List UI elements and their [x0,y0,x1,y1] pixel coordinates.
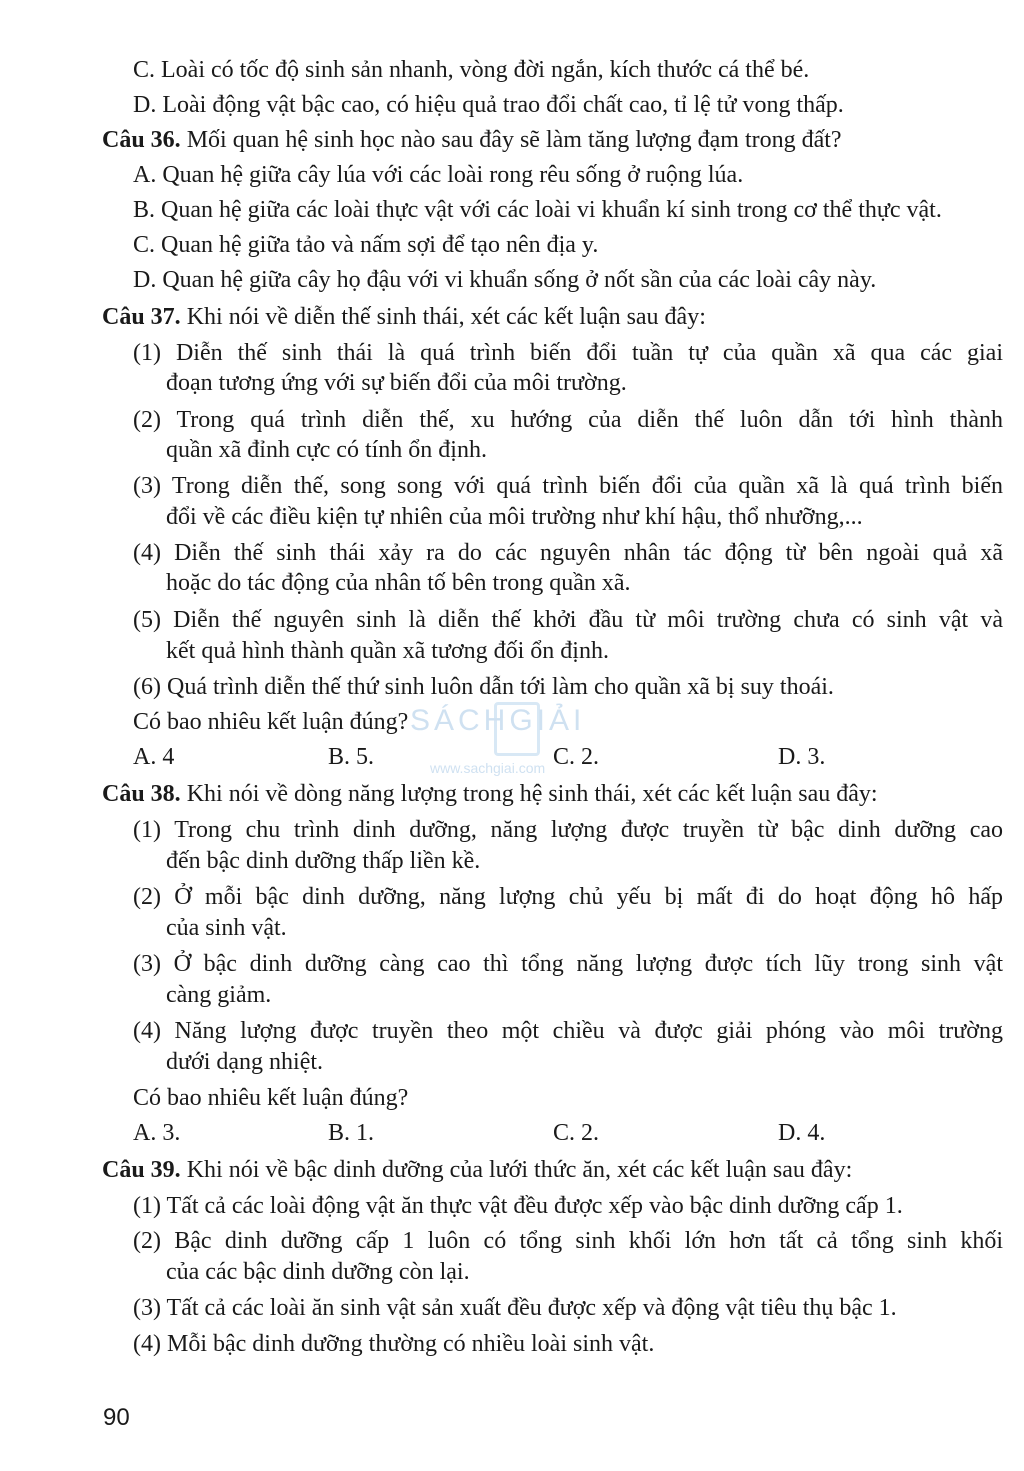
question-36-stem [102,125,842,155]
q38-statement-4-line-2: dưới dạng nhiệt. [166,1049,324,1075]
q37-statement-3-line-1: (3) Trong diễn thế, song song với quá trình biến đổi của quần xã là quá trình biến [133,473,1003,499]
carry-over-option-c: C. Loài có tốc độ sinh sản nhanh, vòng đời ngắn, kích thước cá thể bé. [133,57,810,83]
q37-answer-c: C. 2. [553,744,600,770]
question-text: Khi nói về diễn thế sinh thái, xét các kết luận sau đây: [180,304,706,330]
q38-statement-3-line-2: càng giảm. [166,982,272,1008]
q38-statement-1-line-1: (1) Trong chu trình dinh dưỡng, năng lượng được truyền từ bậc dinh dưỡng cao [133,817,1003,843]
q38-prompt: Có bao nhiêu kết luận đúng? [133,1085,409,1111]
q38-statement-4-line-1: (4) Năng lượng được truyền theo một chiều và được giải phóng vào môi trường [133,1018,1003,1044]
q37-statement-4-line-2: hoặc do tác động của nhân tố bên trong quần xã. [166,570,631,596]
watermark-frame [494,702,540,756]
q39-statement-1: (1) Tất cả các loài động vật ăn thực vật đều được xếp vào bậc dinh dưỡng cấp 1. [133,1193,903,1219]
q38-statement-3-line-1: (3) Ở bậc dinh dưỡng càng cao thì tổng năng lượng được tích lũy trong sinh vật [133,951,1003,977]
q37-statement-3-line-2: đổi về các điều kiện tự nhiên của môi trường như khí hậu, thổ nhưỡng,... [166,504,863,530]
question-number: Câu 39. [102,1157,181,1183]
q37-statement-1-line-2: đoạn tương ứng với sự biến đổi của môi trường. [166,370,627,396]
q37-statement-2-line-2: quần xã đỉnh cực có tính ổn định. [166,437,487,463]
question-text: Khi nói về dòng năng lượng trong hệ sinh thái, xét các kết luận sau đây: [180,781,878,807]
q37-statement-2-line-1: (2) Trong quá trình diễn thế, xu hướng của diễn thế luôn dẫn tới hình thành [133,407,1003,433]
question-37-stem [102,302,706,332]
q38-answer-b: B. 1. [328,1120,375,1146]
q38-answer-d: D. 4. [778,1120,826,1146]
q36-option-d: D. Quan hệ giữa cây họ đậu với vi khuẩn sống ở nốt sần của các loài cây này. [133,267,877,293]
watermark-url: www.sachgiai.com [430,760,546,776]
q36-option-a: A. Quan hệ giữa cây lúa với các loài rong rêu sống ở ruộng lúa. [133,162,744,188]
question-number: Câu 38. [102,781,181,807]
q39-statement-3: (3) Tất cả các loài ăn sinh vật sản xuất đều được xếp và động vật tiêu thụ bậc 1. [133,1295,897,1321]
q38-statement-2-line-1: (2) Ở mỗi bậc dinh dưỡng, năng lượng chủ yếu bị mất đi do hoạt động hô hấp [133,884,1003,910]
q38-answer-a: A. 3. [133,1120,181,1146]
q37-prompt: Có bao nhiêu kết luận đúng? [133,709,409,735]
q38-answer-c: C. 2. [553,1120,600,1146]
question-38-stem [102,779,878,809]
q38-statement-2-line-2: của sinh vật. [166,915,287,941]
question-number: Câu 37. [102,304,181,330]
q36-option-c: C. Quan hệ giữa tảo và nấm sợi để tạo nên địa y. [133,232,599,258]
q37-answer-a: A. 4 [133,744,175,770]
carry-over-option-d: D. Loài động vật bậc cao, có hiệu quả trao đổi chất cao, tỉ lệ tử vong thấp. [133,92,844,118]
watermark-brand: SÁCHGIẢI [410,704,586,737]
q39-statement-4: (4) Mỗi bậc dinh dưỡng thường có nhiều loài sinh vật. [133,1331,655,1357]
q36-option-b: B. Quan hệ giữa các loài thực vật với các loài vi khuẩn kí sinh trong cơ thể thực vật. [133,197,942,223]
question-text: Mối quan hệ sinh học nào sau đây sẽ làm tăng lượng đạm trong đất? [180,127,842,153]
page-number: 90 [103,1404,130,1431]
question-text: Khi nói về bậc dinh dưỡng của lưới thức ăn, xét các kết luận sau đây: [180,1157,853,1183]
q37-statement-5-line-1: (5) Diễn thế nguyên sinh là diễn thế khởi đầu từ môi trường chưa có sinh vật và [133,607,1003,633]
q39-statement-2-line-1: (2) Bậc dinh dưỡng cấp 1 luôn có tổng sinh khối lớn hơn tất cả tổng sinh khối [133,1228,1003,1254]
q37-statement-1-line-1: (1) Diễn thế sinh thái là quá trình biến đổi tuần tự của quần xã qua các giai [133,340,1003,366]
q37-statement-5-line-2: kết quả hình thành quần xã tương đối ổn định. [166,638,609,664]
question-39-stem [102,1155,852,1185]
q37-statement-4-line-1: (4) Diễn thế sinh thái xảy ra do các nguyên nhân tác động từ bên ngoài quả xã [133,540,1003,566]
q37-answer-d: D. 3. [778,744,826,770]
q37-answer-b: B. 5. [328,744,375,770]
q37-statement-6: (6) Quá trình diễn thế thứ sinh luôn dẫn tới làm cho quần xã bị suy thoái. [133,674,834,700]
q38-statement-1-line-2: đến bậc dinh dưỡng thấp liền kề. [166,848,481,874]
q39-statement-2-line-2: của các bậc dinh dưỡng còn lại. [166,1259,470,1285]
question-number: Câu 36. [102,127,181,153]
